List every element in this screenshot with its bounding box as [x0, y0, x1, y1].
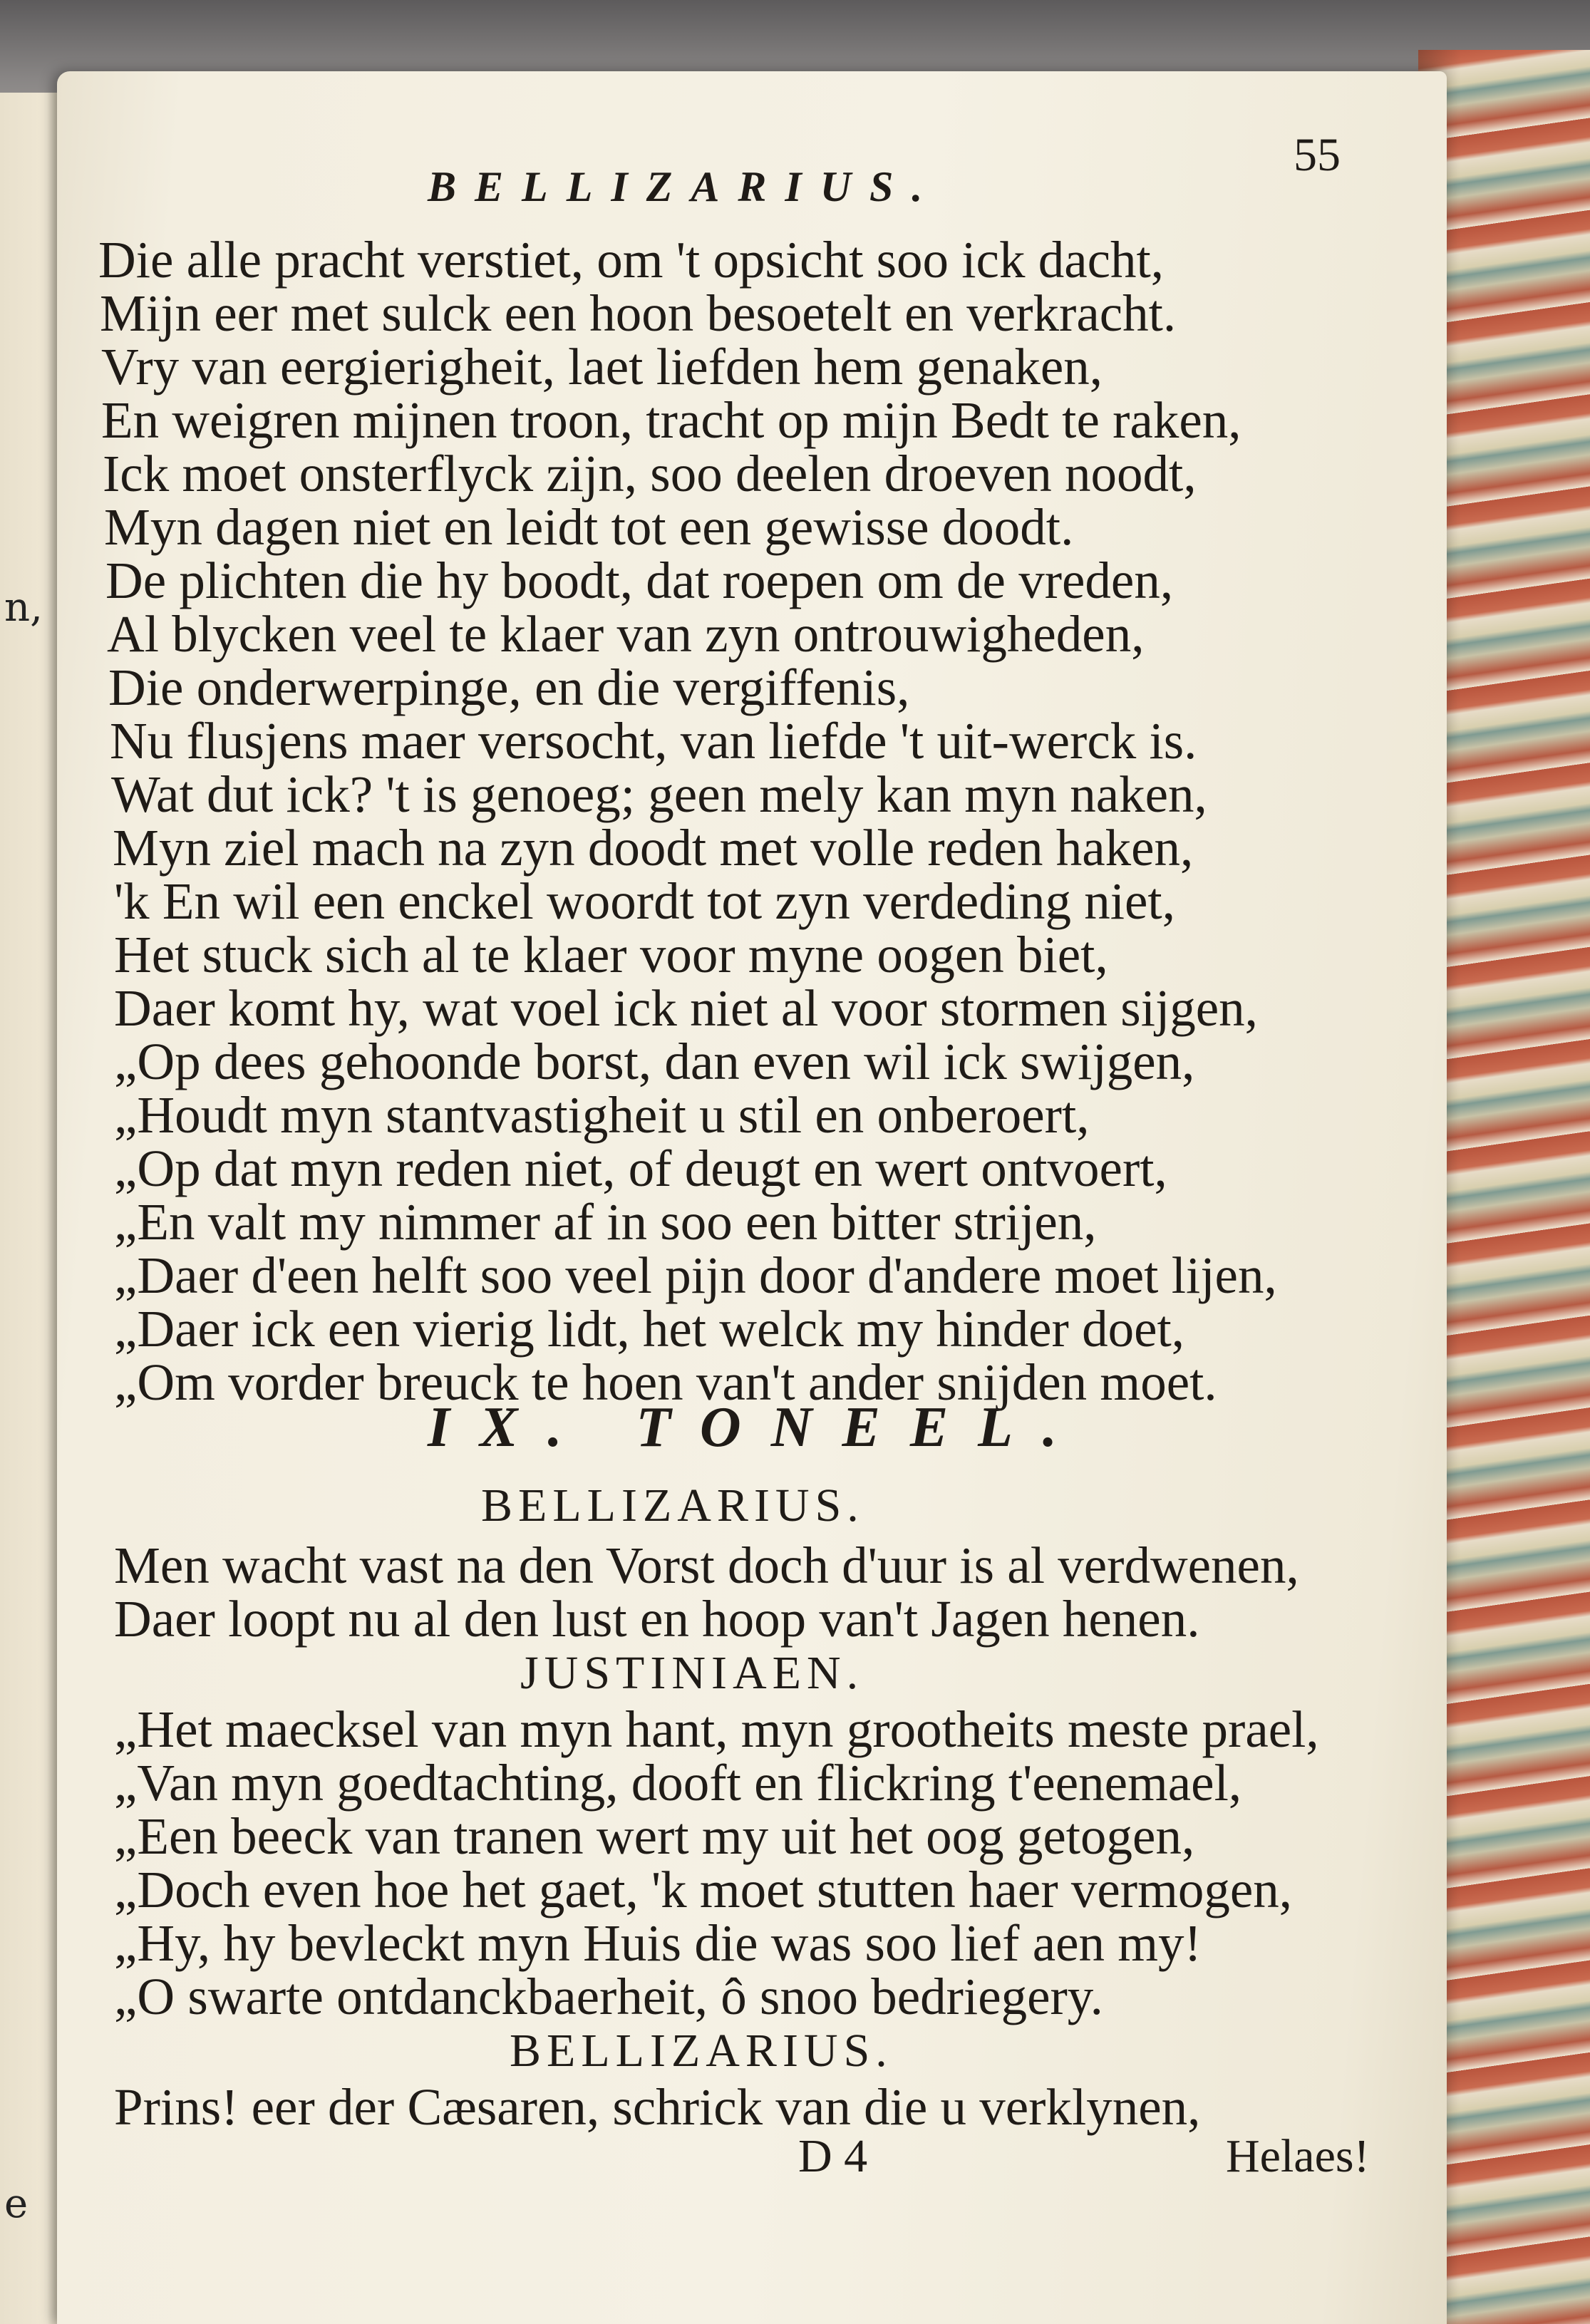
verse-line: „En valt my nimmer af in soo een bitter strijen, [114, 1193, 1097, 1251]
page-number: 55 [1294, 129, 1341, 181]
verse-line: Al blycken veel te klaer van zyn ontrouwigheden, [107, 605, 1145, 663]
show-through [1311, 228, 1321, 274]
book-page [57, 71, 1447, 2324]
running-head: BELLIZARIUS. [428, 163, 941, 210]
signature-mark: D 4 [798, 2130, 868, 2182]
verse-line: Prins! eer der Cæsaren, schrick van die u verklynen, [114, 2078, 1201, 2136]
speaker-name: BELLIZARIUS. [481, 1479, 864, 1532]
verse-line: „Hy, hy bevleckt myn Huis die was soo lief aen my! [114, 1914, 1202, 1972]
verse-line: „Op dees gehoonde borst, dan even wil ick swijgen, [114, 1033, 1195, 1090]
verse-line: Die onderwerpinge, en die vergiffenis, [108, 659, 910, 716]
verse-line: „O swarte ontdanckbaerheit, ô snoo bedriegery. [114, 1968, 1103, 2025]
facing-page-fragment: n, [4, 584, 43, 631]
verse-line: Wat dut ick? 't is genoeg; geen mely kan myn naken, [111, 765, 1207, 823]
verse-line: Daer komt hy, wat voel ick niet al voor stormen sijgen, [114, 979, 1258, 1037]
verse-line: Daer loopt nu al den lust en hoop van't Jagen henen. [114, 1590, 1200, 1648]
verse-line: „Een beeck van tranen wert my uit het oog getogen, [114, 1807, 1195, 1865]
verse-line: Men wacht vast na den Vorst doch d'uur is al verdwenen, [114, 1537, 1299, 1594]
verse-line: Vry van eergierigheit, laet liefden hem genaken, [101, 338, 1103, 396]
verse-line: En weigren mijnen troon, tracht op mijn Bedt te raken, [101, 391, 1241, 449]
verse-line: „Houdt myn stantvastigheit u stil en onberoert, [114, 1086, 1090, 1144]
verse-line: „Daer d'een helft soo veel pijn door d'andere moet lijen, [114, 1246, 1277, 1304]
verse-line: Ick moet onsterflyck zijn, soo deelen droeven noodt, [103, 445, 1197, 502]
verse-line: 'k En wil een enckel woordt tot zyn verdeding niet, [114, 872, 1175, 930]
verse-line: De plichten die hy boodt, dat roepen om de vreden, [105, 552, 1174, 609]
verse-line: Mijn eer met sulck een hoon besoetelt en verkracht. [100, 284, 1177, 342]
verse-line: „Daer ick een vierig lidt, het welck my hinder doet, [114, 1300, 1185, 1358]
facing-page-fragment: e [4, 2181, 29, 2227]
catchword: Helaes! [1226, 2130, 1370, 2182]
verse-line: „Van myn goedtachting, dooft en flickring t'eenemael, [114, 1754, 1242, 1812]
verse-line: Nu flusjens maer versocht, van liefde 't uit-werck is. [110, 712, 1197, 770]
verse-line: Myn dagen niet en leidt tot een gewisse doodt. [104, 498, 1074, 556]
verse-line: „Op dat myn reden niet, of deugt en wert ontvoert, [114, 1140, 1167, 1197]
verse-line: „Doch even hoe het gaet, 'k moet stutten haer vermogen, [114, 1861, 1293, 1918]
verse-line: „Het maecksel van myn hant, myn grootheits meste prael, [114, 1700, 1319, 1758]
verse-line: Het stuck sich al te klaer voor myne oogen biet, [114, 926, 1108, 983]
scene-heading: IX. TONEEL. [428, 1396, 1088, 1459]
verse-line: Myn ziel mach na zyn doodt met volle reden haken, [113, 819, 1194, 877]
speaker-name: JUSTINIAEN. [520, 1647, 864, 1699]
verse-line: „Om vorder breuck te hoen van't ander snijden moet. [114, 1353, 1217, 1411]
speaker-name: BELLIZARIUS. [510, 2025, 893, 2077]
verse-line: Die alle pracht verstiet, om 't opsicht soo ick dacht, [98, 231, 1165, 289]
